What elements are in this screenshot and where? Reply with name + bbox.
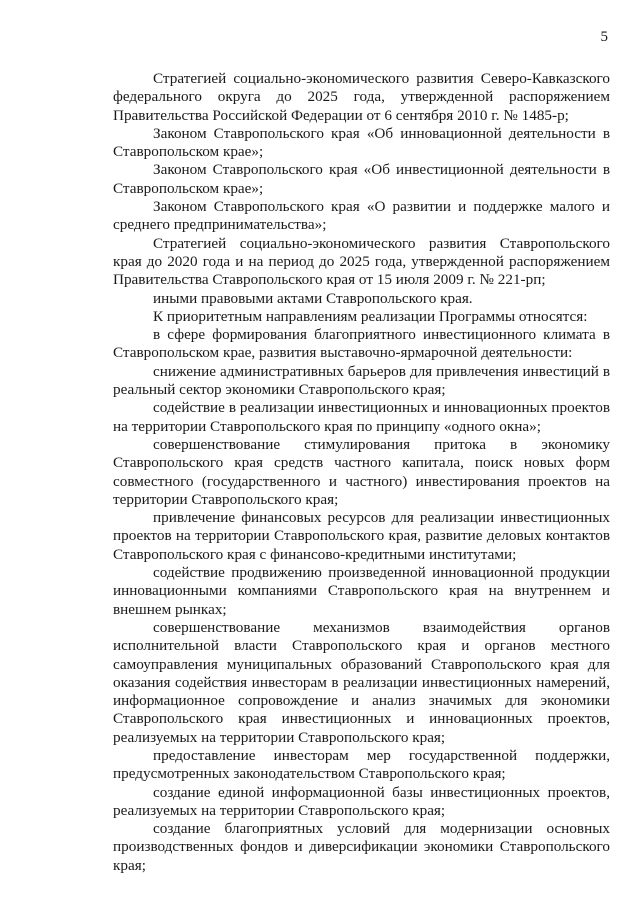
paragraph-17: создание благоприятных условий для модернизации основных производственных фондов и диверсификации экономики Ставропольского края; bbox=[113, 820, 610, 874]
page-number: 5 bbox=[600, 29, 608, 45]
paragraph-15: предоставление инвесторам мер государственной поддержки, предусмотренных законодательством Ставропольского края; bbox=[113, 746, 610, 783]
paragraph-6: иными правовыми актами Ставропольского края. bbox=[153, 289, 473, 307]
paragraph-8: в сфере формирования благоприятного инвестиционного климата в Ставропольском крае, развития выставочно-ярмарочной деятельности: bbox=[113, 326, 610, 362]
paragraph-5: Стратегией социально-экономического развития Ставропольского края до 2020 года и на период до 2025 года, утвержденной распоряжением Правительства Ставропольского края от 15 июля 2009 г. № 221-рп; bbox=[113, 234, 610, 289]
paragraph-11: совершенствование стимулирования притока в экономику Ставропольского края средств частного капитала, поиск новых форм совместного (государственного и частного) инвестирования проектов на территории Ставропольского края; bbox=[113, 435, 610, 508]
paragraph-3: Законом Ставропольского края «Об инвестиционной деятельности в Ставропольском крае»; bbox=[113, 161, 610, 197]
paragraph-7: К приоритетным направлениям реализации Программы относятся: bbox=[153, 307, 588, 325]
paragraph-4: Законом Ставропольского края «О развитии и поддержке малого и среднего предпринимательства»; bbox=[113, 198, 610, 234]
paragraph-12: привлечение финансовых ресурсов для реализации инвестиционных проектов на территории Ставропольского края, развитие деловых контактов Ставропольского края с финансово-кредитными институтами; bbox=[113, 509, 610, 563]
document-body bbox=[113, 70, 610, 875]
paragraph-2: Законом Ставропольского края «Об инновационной деятельности в Ставропольском крае»; bbox=[113, 124, 610, 161]
paragraph-9: снижение административных барьеров для привлечения инвестиций в реальный сектор экономики Ставропольского края; bbox=[113, 362, 610, 399]
paragraph-1: Стратегией социально-экономического развития Северо-Кавказского федерального округа до 2025 года, утвержденной распоряжением Правительства Российской Федерации от 6 сентября 2010 г. № 1485-р; bbox=[113, 70, 610, 124]
paragraph-13: содействие продвижению произведенной инновационной продукции инновационными компаниями Ставропольского края на внутреннем и внешнем рынках; bbox=[113, 564, 610, 618]
paragraph-16: создание единой информационной базы инвестиционных проектов, реализуемых на территории Ставропольского края; bbox=[113, 783, 610, 819]
paragraph-10: содействие в реализации инвестиционных и инновационных проектов на территории Ставропольского края по принципу «одного окна»; bbox=[113, 399, 610, 435]
paragraph-14: совершенствование механизмов взаимодействия органов исполнительной власти Ставропольского края и органов местного самоуправления муниципальных образований Ставропольского края для оказания содействия инвесторам в реализации инвестиционных намерений, информационное сопровождение и анализ значимых для экономики Ставропольского края инвестиционных и инновационных проектов, реализуемых на территории Ставропольского края; bbox=[113, 618, 610, 746]
